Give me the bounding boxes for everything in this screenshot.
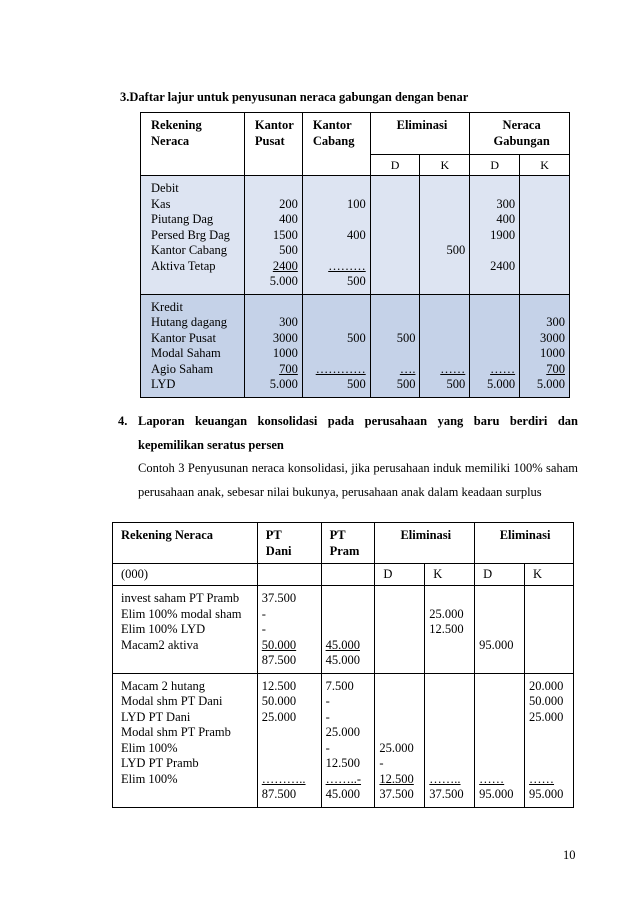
header-unit: (000): [113, 564, 258, 586]
cell-text: Elim 100%: [121, 771, 178, 786]
section-4-number: 4.: [118, 414, 128, 428]
header-label: PT: [329, 528, 346, 542]
cell-total: 5.000: [269, 274, 298, 288]
cell-value: 25.000: [261, 709, 297, 724]
header-d: D: [370, 155, 420, 176]
cell-total: 500: [396, 377, 416, 391]
cell-total: 45.000: [325, 787, 360, 801]
cell-text: Elim 100% LYD: [121, 622, 206, 636]
cell-value: 25.000: [429, 606, 464, 621]
cell-total: 95.000: [529, 787, 564, 801]
cell-value: 12.500: [261, 678, 297, 693]
cell-total: 37.500: [379, 787, 414, 801]
header-d: D: [470, 155, 520, 176]
header-k: K: [520, 155, 570, 176]
header-eliminasi: Eliminasi: [375, 523, 475, 564]
cell-value: 1000: [540, 346, 565, 360]
cell-value: 500: [446, 243, 466, 257]
cell-value: -: [325, 709, 330, 724]
kredit-elim-k: [420, 294, 470, 397]
header-eliminasi: Eliminasi: [370, 113, 470, 155]
header-label: Pusat: [254, 133, 285, 148]
cell-value: 400: [496, 212, 516, 226]
cell-text: Modal Saham: [151, 346, 221, 360]
cell-value: 95.000: [479, 637, 514, 652]
cell-text: Macam 2 hutang: [121, 678, 206, 693]
cell-value: ……: [440, 361, 466, 376]
cell-text: Kredit: [151, 299, 183, 314]
row1-elim-k: [425, 586, 475, 674]
debit-cabang: [302, 176, 370, 295]
cell-total: 5.000: [536, 377, 565, 391]
cell-text: Kantor Cabang: [151, 243, 228, 257]
header-label: Gabungan: [493, 133, 550, 148]
cell-value: 100: [346, 196, 366, 211]
section-4-title: Laporan keuangan konsolidasi pada perusahaan yang baru berdiri dan kepemilikan seratus persen: [138, 414, 578, 452]
cell-value: 300: [546, 315, 565, 329]
header-label: Rekening: [151, 118, 202, 132]
cell-text: Elim 100%: [121, 740, 178, 755]
cell-value: ………: [328, 258, 366, 273]
cell-text: Macam2 aktiva: [121, 637, 199, 652]
cell-value: 2400: [490, 258, 516, 273]
debit-labels: [141, 176, 245, 295]
cell-total: 87.500: [261, 653, 297, 667]
cell-value: 12.500: [429, 622, 464, 636]
cell-value: 1500: [272, 227, 298, 242]
table-row-aktiva: [113, 586, 574, 674]
section-4-body: Contoh 3 Penyusunan neraca konsolidasi, jika perusahaan induk memiliki 100% saham perusahaan anak, sebesar nilai bukunya, perusahaan anak dalam keadaan surplus: [138, 461, 578, 499]
cell-text: Persed Brg Dag: [151, 227, 230, 242]
table-row-debit: [141, 176, 570, 295]
debit-gab-d: [470, 176, 520, 295]
header-label: Dani: [265, 543, 292, 558]
cell-total: 500: [346, 377, 366, 391]
cell-text: Kas: [151, 196, 171, 211]
header-d: D: [475, 564, 525, 586]
cell-text: LYD PT Pramb: [121, 756, 199, 770]
row1-elim2-k: [525, 586, 574, 674]
section-4: [118, 410, 578, 504]
cell-value: 2400: [272, 258, 298, 273]
table-neraca-konsolidasi: [112, 522, 574, 808]
header-kantor-pusat: [244, 113, 302, 176]
section-3-heading: 3.Daftar lajur untuk penyusunan neraca gabungan dengan benar: [120, 90, 469, 104]
cell-value: 50.000: [261, 694, 297, 708]
cell-text: Piutang Dag: [151, 212, 214, 226]
cell-value: 25.000: [379, 740, 414, 755]
cell-text: Modal shm PT Dani: [121, 694, 223, 708]
header-pt-dani: [257, 523, 321, 564]
row2-dani: [257, 673, 321, 807]
cell-value: 1000: [272, 346, 298, 360]
cell-text: Hutang dagang: [151, 315, 228, 329]
cell-value: 12.500: [325, 756, 360, 770]
cell-value: 500: [396, 330, 416, 345]
header-eliminasi-2: Eliminasi: [475, 523, 574, 564]
cell-value: 500: [346, 330, 366, 345]
cell-value: 50.000: [529, 694, 564, 708]
cell-value: ……..: [429, 771, 461, 786]
row1-elim2-d: [475, 586, 525, 674]
page-number: 10: [563, 848, 576, 862]
cell-value: 500: [279, 243, 298, 257]
kredit-labels: [141, 294, 245, 397]
table-row-kredit: [141, 294, 570, 397]
cell-value: -: [325, 694, 330, 708]
header-neraca-gabungan: [470, 113, 570, 155]
row2-pram: [321, 673, 375, 807]
cell-total: 5.000: [269, 377, 298, 391]
cell-value: 3000: [540, 330, 565, 345]
header-label: Pram: [329, 543, 360, 558]
cell-value: 50.000: [261, 637, 297, 652]
header-d: D: [375, 564, 425, 586]
cell-value: …………: [315, 361, 366, 376]
cell-text: Aktiva Tetap: [151, 258, 216, 273]
cell-value: ………..: [261, 771, 306, 786]
cell-total: 37.500: [429, 787, 464, 801]
cell-value: 700: [546, 361, 565, 376]
header-rekening-neraca: [141, 113, 245, 176]
cell-value: 400: [346, 227, 366, 242]
row2-elim-d: [375, 673, 425, 807]
cell-value: 200: [279, 196, 298, 211]
row2-labels: [113, 673, 258, 807]
cell-value: 300: [496, 196, 516, 211]
cell-value: -: [261, 606, 266, 621]
cell-total: 500: [446, 377, 466, 391]
cell-value: 700: [279, 361, 298, 376]
cell-value: -: [261, 622, 266, 636]
header-kantor-cabang: [302, 113, 370, 176]
cell-text: Elim 100% modal sham: [121, 606, 242, 621]
kredit-cabang: [302, 294, 370, 397]
cell-total: 5.000: [486, 377, 516, 391]
header-k: K: [525, 564, 574, 586]
debit-gab-k: [520, 176, 570, 295]
header-k: K: [425, 564, 475, 586]
row2-elim2-k: [525, 673, 574, 807]
cell-text: Agio Saham: [151, 361, 214, 376]
cell-text: invest saham PT Pramb: [121, 591, 240, 605]
header-label: PT: [265, 528, 282, 542]
header-k: K: [420, 155, 470, 176]
cell-text: Kantor Pusat: [151, 330, 216, 345]
cell-value: ……: [479, 771, 505, 786]
header-rekening-neraca: Rekening Neraca: [113, 523, 258, 564]
header-label: Neraca: [151, 133, 190, 148]
cell-total: 95.000: [479, 787, 514, 801]
kredit-gab-k: [520, 294, 570, 397]
cell-value: 25.000: [529, 709, 564, 724]
row1-dani: [257, 586, 321, 674]
cell-value: ……..-: [325, 771, 362, 786]
cell-text: Modal shm PT Pramb: [121, 725, 231, 739]
cell-value: ……: [490, 361, 516, 376]
row1-elim-d: [375, 586, 425, 674]
header-label: Neraca: [502, 118, 541, 132]
row1-labels: [113, 586, 258, 674]
row2-elim2-d: [475, 673, 525, 807]
kredit-gab-d: [470, 294, 520, 397]
cell-value: 400: [279, 212, 298, 226]
cell-value: ….: [399, 361, 416, 376]
cell-value: -: [325, 740, 330, 755]
debit-pusat: [244, 176, 302, 295]
cell-value: -: [379, 756, 384, 770]
cell-value: 7.500: [325, 678, 354, 693]
cell-text: LYD: [151, 377, 176, 391]
header-empty: [257, 564, 321, 586]
row1-pram: [321, 586, 375, 674]
header-label: Kantor: [312, 118, 352, 132]
kredit-elim-d: [370, 294, 420, 397]
cell-value: 1900: [490, 227, 516, 242]
header-empty: [321, 564, 375, 586]
cell-value: 300: [279, 315, 298, 329]
cell-value: 25.000: [325, 725, 360, 739]
cell-value: 12.500: [379, 771, 414, 786]
cell-value: 45.000: [325, 637, 360, 652]
cell-total: 45.000: [325, 653, 360, 667]
cell-total: 500: [346, 274, 366, 288]
cell-total: 87.500: [261, 787, 297, 801]
debit-elim-d: [370, 176, 420, 295]
cell-value: ……: [529, 771, 555, 786]
cell-text: Debit: [151, 181, 179, 195]
kredit-pusat: [244, 294, 302, 397]
header-pt-pram: [321, 523, 375, 564]
cell-value: 20.000: [529, 678, 564, 693]
debit-elim-k: [420, 176, 470, 295]
table-daftar-lajur: [140, 112, 570, 398]
header-label: Cabang: [312, 133, 355, 148]
cell-value: 3000: [272, 330, 298, 345]
header-label: Kantor: [254, 118, 294, 132]
table-row-hutang-modal: [113, 673, 574, 807]
cell-value: 37.500: [261, 591, 297, 605]
cell-text: LYD PT Dani: [121, 709, 191, 724]
row2-elim-k: [425, 673, 475, 807]
